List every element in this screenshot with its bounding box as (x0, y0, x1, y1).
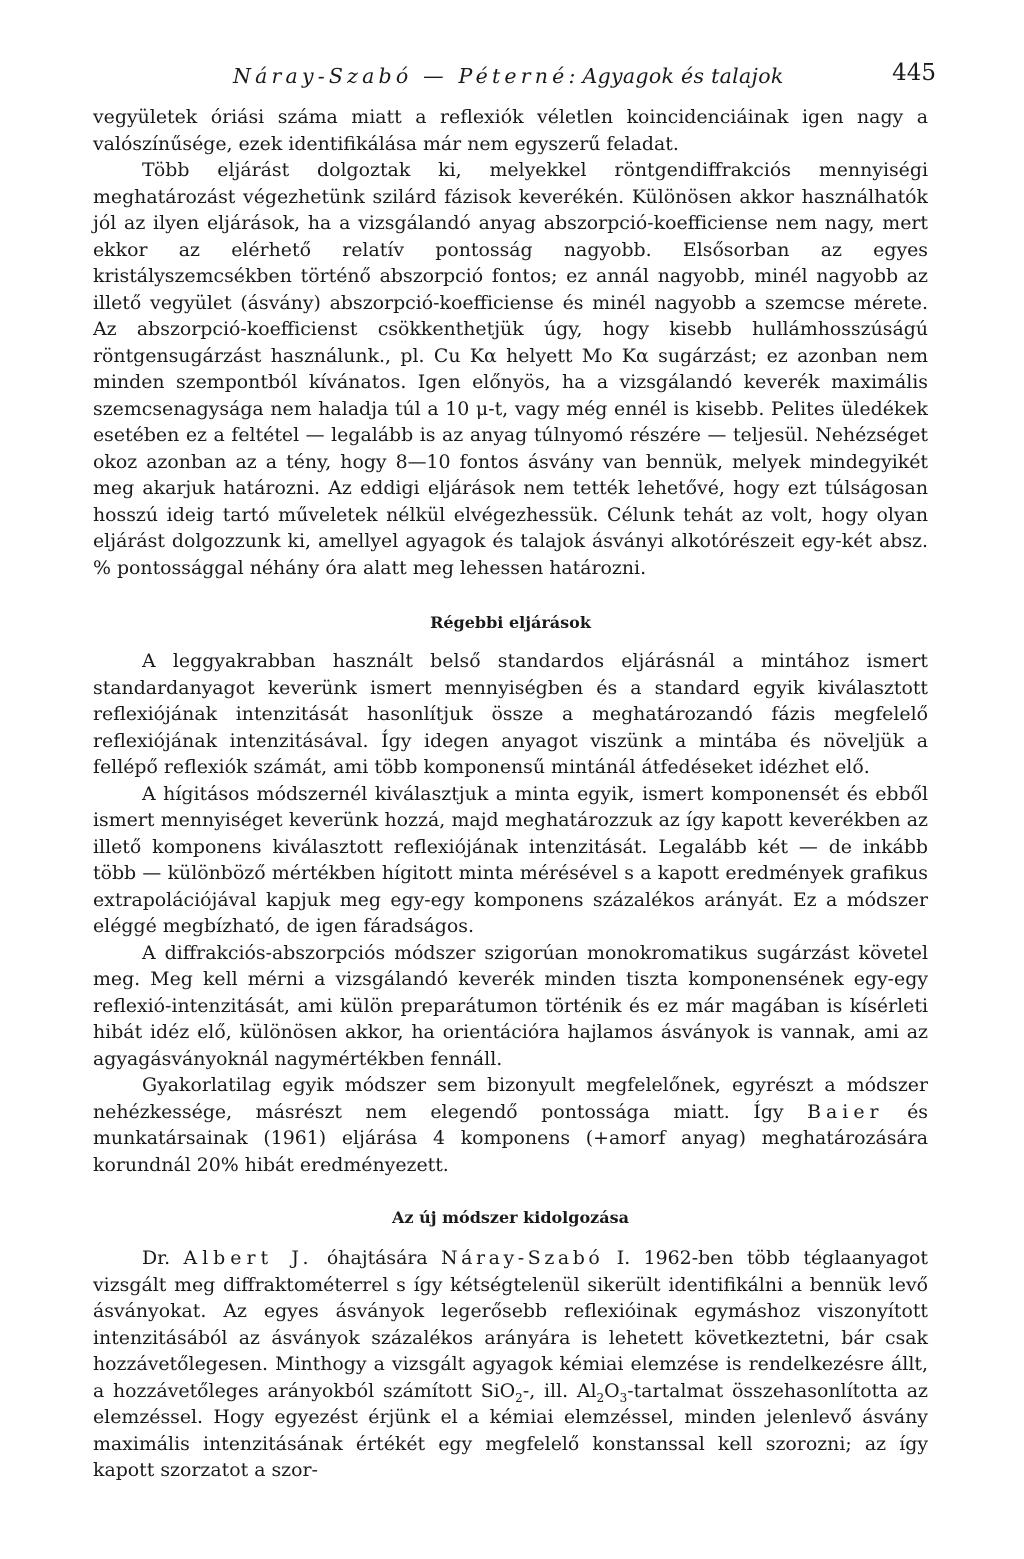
paragraph: Több eljárást dolgoztak ki, melyekkel röntgendiffrakciós mennyiségi meghatározást végezhetünk szilárd fázisok keverékén. Különösen akkor használhatók jól az ilyen eljárások, ha a vizsgálandó anyag abszorpció-koefficiense nem nagy, mert ekkor az elérhető relatív pontosság nagyobb. Elsősorban az egyes kristályszemcsékben történő abszorpció fontos; ez annál nagyobb, minél nagyobb az illető vegyület (ásvány) abszorpció-koefficiense és minél nagyobb a szemcse mérete. Az abszorpció-koefficienst csökkenthetjük úgy, hogy kisebb hullámhosszúságú röntgensugárzást használunk., pl. Cu Kα helyett Mo Kα sugárzást; ez azonban nem minden szempontból kívánatos. Igen előnyös, ha a vizsgálandó keverék maximális szemcsenagysága nem haladja túl a 10 μ-t, vagy még ennél is kisebb. Pelites üledékek esetében ez a feltétel — legalább is az anyag túlnyomó részére — teljesül. Nehézséget okoz azonban az a tény, hogy 8—10 fontos ásvány van bennük, melyek mindegyikét meg akarjuk határozni. Az eddigi eljárások nem tették lehetővé, hogy ezt túlságosan hosszú ideig tartó műveletek nélkül elvégezhessük. Célunk tehát az volt, hogy olyan eljárást dolgozzunk ki, amellyel agyagok és talajok ásványi alkotórészeit egy-két absz. % pontossággal néhány óra alatt meg lehessen határozni. (93, 159, 928, 579)
paragraph (93, 1245, 928, 1484)
text-run: -tartalmat összehasonlította az elemzéssel. Hogy egyezést érjünk el a kémiai elemzéssel, minden jelenlevő ásvány maximális intenzitásának értékét egy megfelelő konstanssal kell szorozni; az így kapott szorzatot a szor- (93, 1379, 928, 1481)
text-run: Gyakorlatilag egyik módszer sem bizonyult megfelelőnek, egyrészt a módszer nehézkessége, másrészt nem elegendő pontossága miatt. Így (93, 1074, 928, 1123)
text-run: I. 1962-ben több téglaanyagot vizsgált meg diffraktométerrel s így kétségtelenül sikerült identifikálni a bennük levő ásványokat. Az egyes ásványok legerősebb reflexióinak egymáshoz viszonyított intenzitásából az ásványok százalékos arányára is lehetett következtetni, bár csak hozzávetőlegesen. Minthogy a vizsgált agyagok kémiai elemzése is rendelkezésre állt, a hozzávetőleges arányokból számított SiO (93, 1247, 928, 1402)
paragraph: vegyületek óriási száma miatt a reflexiók véletlen koincidenciáinak igen nagy a valószínűsége, ezek identifikálása már nem egyszerű feladat. (93, 106, 928, 155)
running-head (93, 60, 936, 104)
section-heading: Régebbi eljárások (430, 613, 591, 632)
author-names: Náray-Szabó — Péterné (233, 64, 569, 88)
text-run: óhajtására (313, 1247, 442, 1269)
section-heading: Az új módszer kidolgozása (392, 1208, 629, 1227)
text-run: és munkatársainak (1961) eljárása 4 komponens (+amorf anyag) meghatározására korundnál 20% hibát eredményezett. (93, 1100, 928, 1176)
running-title (233, 64, 784, 88)
cited-author: Baier (807, 1100, 884, 1123)
running-title-text: : Agyagok és talajok (568, 64, 784, 88)
paragraph: A hígitásos módszernél kiválasztjuk a minta egyik, ismert komponensét és ebből ismert mennyiséget keverünk hozzá, majd meghatározzuk az így kapott keverékben az illető komponens kiválasztott reflexiójának intenzitását. Legalább két — de inkább több — különböző mértékben hígitott minta mérésével s a kapott eredmények grafikus extrapolációjával kapjuk meg egy-egy komponens százalékos arányát. Ez a módszer eléggé megbízható, de igen fáradságos. (93, 782, 928, 937)
cited-author: Náray-Szabó (441, 1247, 604, 1269)
cited-author: Albert J. (183, 1247, 314, 1269)
paragraph: A diffrakciós-abszorpciós módszer szigorúan monokromatikus sugárzást követel meg. Meg kell mérni a vizsgálandó keverék minden tiszta komponensének egy-egy reflexió-intenzitását, ami külön preparátumon történik és ez már magában is kísérleti hibát idéz elő, különösen akkor, ha orientációra hajlamos ásványok is vannak, ami az agyagásványoknál nagymértékben fennáll. (93, 941, 928, 1070)
paragraph: A leggyakrabban használt belső standardos eljárásnál a mintához ismert standardanyagot keverünk ismert mennyiségben és a standard egyik kiválasztott reflexiójának intenzitását hasonlítjuk össze a meghatározandó fázis megfelelő reflexiójának intenzitásával. Így idegen anyagot viszünk a mintába és növeljük a fellépő reflexiók számát, ami több komponensű mintánál átfedéseket idézhet elő. (93, 650, 928, 778)
article-body (93, 104, 928, 1484)
text-run: Dr. (142, 1247, 184, 1269)
page-number: 445 (892, 60, 936, 86)
paragraph (93, 1072, 928, 1178)
subscript: 2 (515, 1390, 523, 1405)
text-run: O (604, 1379, 620, 1402)
text-run: -, ill. Al (522, 1379, 597, 1402)
subscript: 2 (596, 1390, 605, 1405)
subscript: 3 (619, 1390, 628, 1405)
